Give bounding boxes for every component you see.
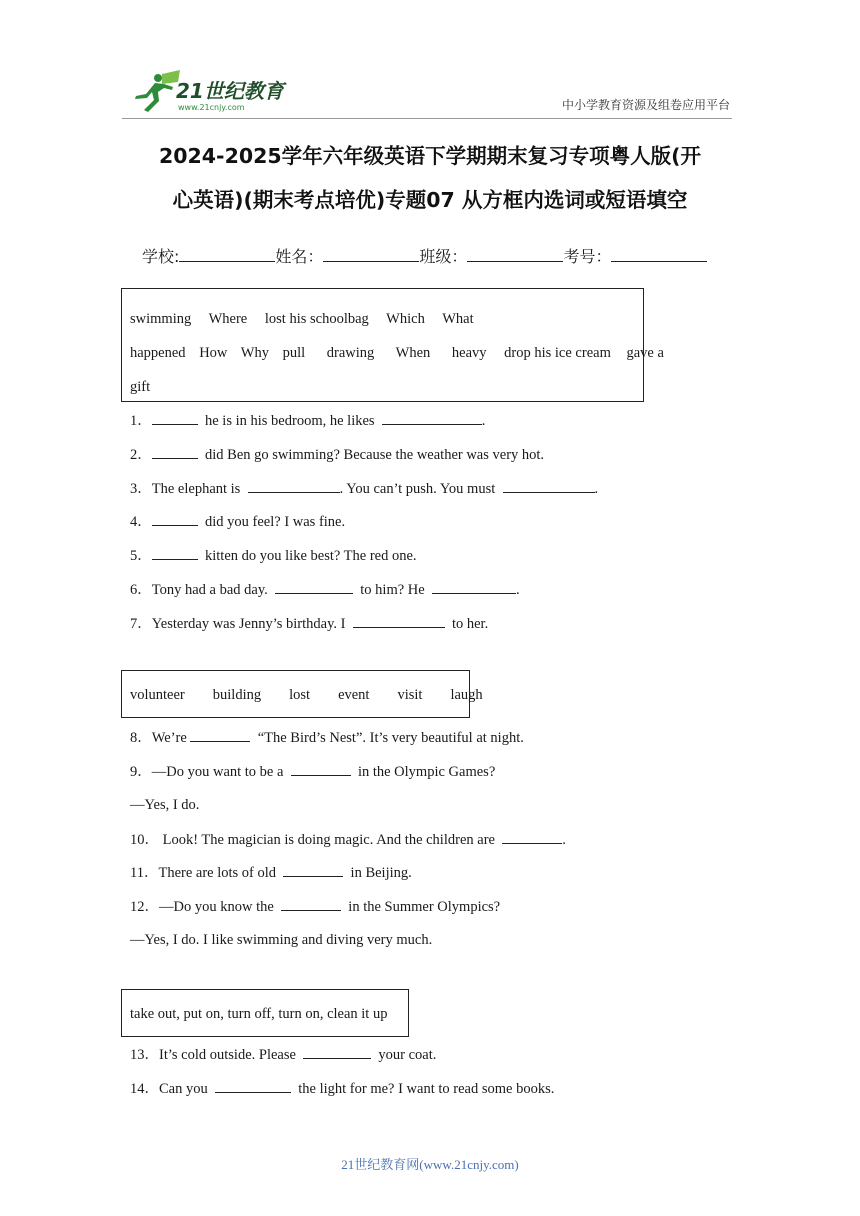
logo-subtext: www.21cnjy.com: [178, 103, 245, 112]
class-field[interactable]: 班级：: [419, 244, 563, 267]
answer-blank[interactable]: [152, 545, 198, 560]
answer-blank[interactable]: [432, 579, 516, 594]
exam-number-field[interactable]: 考号：: [563, 244, 707, 267]
question-3: 3．The elephant is . You can’t push. You must .: [130, 478, 598, 499]
word-option: swimming: [130, 311, 192, 327]
question-6: 6．Tony had a bad day. to him? He .: [130, 579, 520, 600]
word-box-1: [121, 288, 664, 402]
word-option: Which: [386, 311, 425, 327]
platform-label: 中小学教育资源及组卷应用平台: [561, 98, 730, 112]
word-option: heavy: [451, 345, 487, 361]
runner-icon: [135, 70, 180, 112]
word-option: Why: [240, 345, 269, 361]
answer-blank[interactable]: [248, 478, 340, 493]
word-option: pull: [282, 345, 306, 361]
answer-blank[interactable]: [190, 727, 250, 742]
answer-blank[interactable]: [215, 1078, 291, 1093]
word-option: volunteer: [130, 687, 185, 703]
question-7: 7．Yesterday was Jenny’s birthday. I to her.: [130, 613, 488, 634]
question-10: 10． Look! The magician is doing magic. And the children are .: [130, 829, 566, 850]
word-option: event: [338, 687, 370, 703]
word-option: lost his schoolbag: [264, 311, 369, 327]
word-option: Where: [208, 311, 248, 327]
header-divider: [122, 118, 732, 119]
name-field[interactable]: 姓名：: [275, 244, 419, 267]
question-9-answer: —Yes, I do.: [130, 797, 200, 813]
logo-text: 21世纪教育: [176, 79, 284, 103]
question-12: 12．—Do you know the in the Summer Olympics?: [130, 896, 500, 917]
question-9: 9．—Do you want to be a in the Olympic Games?: [130, 761, 495, 782]
answer-blank[interactable]: [275, 579, 353, 594]
word-box-1-line-1: [130, 302, 635, 336]
answer-blank[interactable]: [152, 410, 198, 425]
question-12-answer: —Yes, I do. I like swimming and diving very much.: [130, 932, 433, 948]
word-option: visit: [397, 687, 423, 703]
answer-blank[interactable]: [281, 896, 341, 911]
word-box-2: [121, 670, 483, 718]
answer-blank[interactable]: [502, 829, 562, 844]
word-option: drop his ice cream: [504, 345, 611, 361]
answer-blank[interactable]: [152, 444, 198, 459]
word-box-3: take out, put on, turn off, turn on, clean it up: [121, 989, 409, 1037]
page-footer[interactable]: 21世纪教育网(www.21cnjy.com): [341, 1157, 519, 1172]
word-option: building: [212, 687, 262, 703]
answer-blank[interactable]: [303, 1044, 371, 1059]
answer-blank[interactable]: [291, 761, 351, 776]
question-4: 4． did you feel? I was fine.: [130, 511, 345, 532]
word-box-1-line-3: gift: [130, 379, 151, 395]
word-option-split: gave a: [626, 345, 664, 361]
word-option: drawing: [326, 345, 375, 361]
word-option: happened: [130, 345, 186, 361]
question-2: 2． did Ben go swimming? Because the weather was very hot.: [130, 444, 544, 465]
site-logo: [122, 68, 292, 118]
school-field[interactable]: 学校:: [142, 244, 275, 267]
question-14: 14．Can you the light for me? I want to read some books.: [130, 1078, 554, 1099]
word-option: laugh: [450, 687, 483, 703]
question-1: 1． he is in his bedroom, he likes .: [130, 410, 485, 431]
word-option: When: [395, 345, 431, 361]
answer-blank[interactable]: [283, 862, 343, 877]
word-option: How: [199, 345, 228, 361]
question-13: 13．It’s cold outside. Please your coat.: [130, 1044, 436, 1065]
answer-blank[interactable]: [382, 410, 482, 425]
word-option: lost: [289, 687, 311, 703]
student-info-line: [142, 244, 707, 267]
title-line-2: 心英语)(期末考点培优)专题07 从方框内选词或短语填空: [172, 188, 688, 212]
answer-blank[interactable]: [152, 511, 198, 526]
question-5: 5． kitten do you like best? The red one.: [130, 545, 417, 566]
question-8: 8．We’re “The Bird’s Nest”. It’s very beautiful at night.: [130, 727, 524, 748]
title-line-1: 2024-2025学年六年级英语下学期期末复习专项粤人版(开: [159, 144, 701, 168]
answer-blank[interactable]: [353, 613, 445, 628]
word-option: What: [442, 311, 474, 327]
word-box-1-line-2: [130, 336, 664, 370]
answer-blank[interactable]: [503, 478, 595, 493]
page-title: [122, 134, 738, 222]
question-11: 11．There are lots of old in Beijing.: [130, 862, 412, 883]
